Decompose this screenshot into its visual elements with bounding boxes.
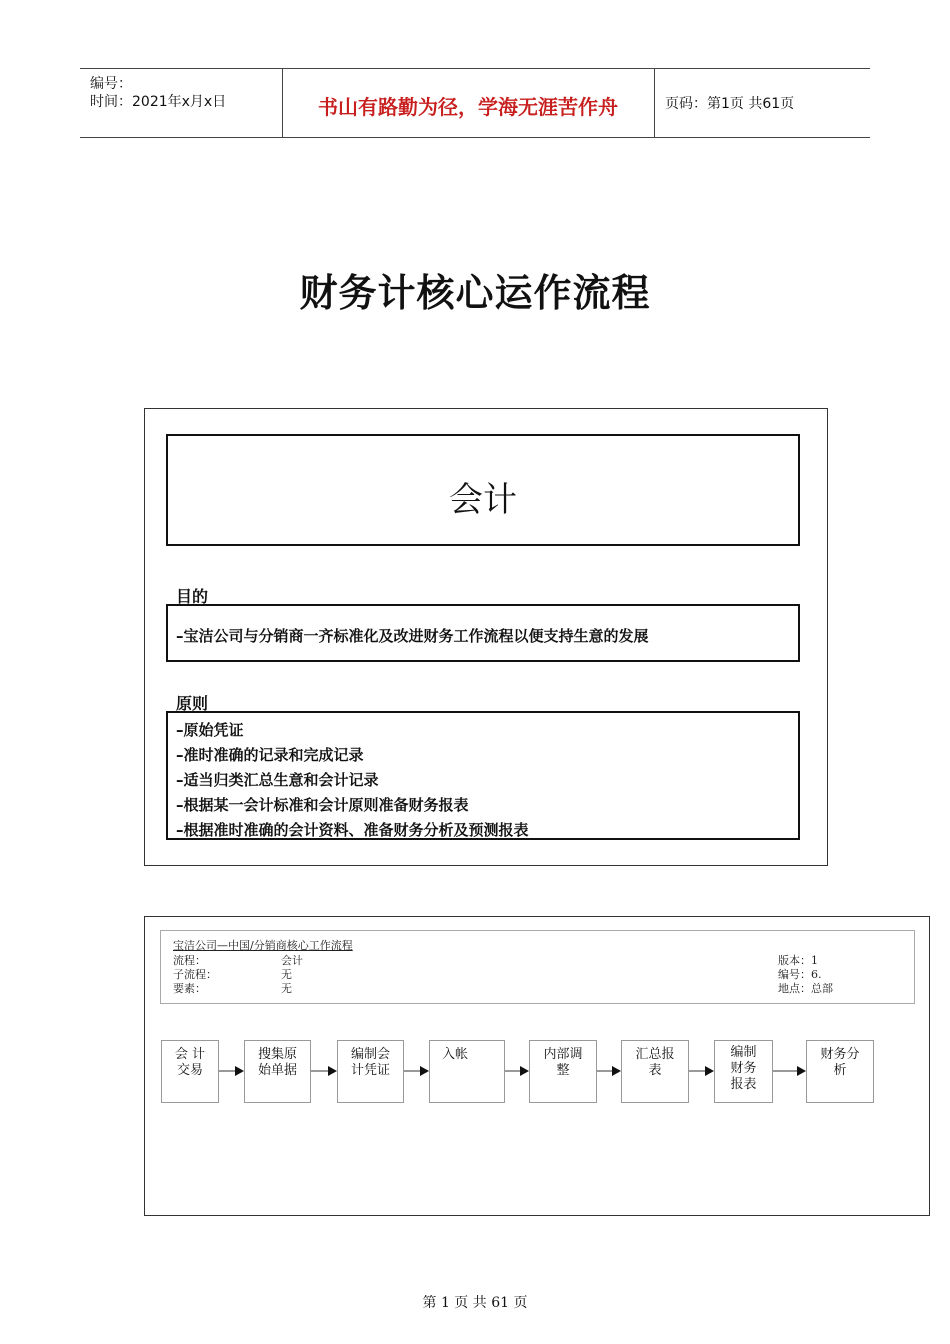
purpose-label: 目的 — [176, 587, 209, 606]
step-label: 汇总报 表 — [635, 1047, 675, 1078]
process-step — [621, 1040, 689, 1103]
location-info: 地点：总部 — [778, 982, 833, 995]
page-footer: 第 1 页 共 61 页 — [422, 1295, 528, 1311]
principle-item: –根据准时准确的会计资料、准备财务分析及预测报表 — [176, 821, 529, 839]
header-page-cell — [655, 69, 870, 137]
flow-arrow-icon — [689, 1065, 714, 1077]
time-label: 时间：2021年x月x日 — [90, 94, 227, 110]
process-step — [337, 1040, 404, 1103]
step-label: 会 计 交易 — [174, 1047, 206, 1078]
header-table — [80, 68, 870, 138]
principle-item: –根据某一会计标准和会计原则准备财务报表 — [176, 796, 469, 814]
process-info-box — [160, 930, 915, 1004]
subflow-value: 无 — [281, 968, 292, 981]
flow-label: 流程： — [173, 954, 206, 967]
flow-arrow-icon — [597, 1065, 621, 1077]
number-info: 编号：6. — [778, 968, 822, 981]
flow-arrow-icon — [404, 1065, 429, 1077]
process-step — [244, 1040, 311, 1103]
flow-arrow-icon — [773, 1065, 806, 1077]
step-label: 搜集原 始单据 — [257, 1047, 297, 1078]
process-title: 宝洁公司—中国/分销商核心工作流程 — [173, 939, 353, 952]
principle-item: –原始凭证 — [176, 721, 244, 739]
step-label: 编制会 计凭证 — [350, 1047, 390, 1078]
process-step — [806, 1040, 874, 1103]
process-step — [161, 1040, 219, 1103]
motto: 书山有路勤为径，学海无涯苦作舟 — [318, 95, 618, 119]
page-info: 页码：第1页 共61页 — [665, 96, 795, 112]
header-meta-cell — [80, 69, 283, 137]
element-value: 无 — [281, 982, 292, 995]
code-label: 编号： — [90, 76, 132, 92]
flow-arrow-icon — [219, 1065, 244, 1077]
step-label: 财务分 析 — [820, 1047, 860, 1078]
principles-label: 原则 — [176, 694, 209, 713]
process-step — [714, 1040, 773, 1103]
flow-value: 会计 — [281, 954, 303, 967]
step-label: 入帐 — [442, 1047, 469, 1062]
accounting-heading: 会计 — [449, 480, 517, 520]
process-step — [429, 1040, 505, 1103]
principles-box — [166, 711, 800, 840]
accounting-heading-box — [166, 434, 800, 546]
version-info: 版本：1 — [778, 954, 818, 967]
process-step — [529, 1040, 597, 1103]
principle-item: –适当归类汇总生意和会计记录 — [176, 771, 379, 789]
subflow-label: 子流程： — [173, 968, 217, 981]
principle-item: –准时准确的记录和完成记录 — [176, 746, 364, 764]
document-title: 财务计核心运作流程 — [299, 271, 651, 315]
purpose-text: –宝洁公司与分销商一齐标准化及改进财务工作流程以便支持生意的发展 — [176, 627, 649, 645]
flow-arrow-icon — [505, 1065, 529, 1077]
purpose-box — [166, 604, 800, 662]
header-motto-cell — [282, 69, 655, 137]
element-label: 要素： — [173, 982, 206, 995]
step-label: 编制 财务 报表 — [730, 1045, 757, 1092]
step-label: 内部调 整 — [543, 1047, 583, 1078]
flow-arrow-icon — [311, 1065, 337, 1077]
